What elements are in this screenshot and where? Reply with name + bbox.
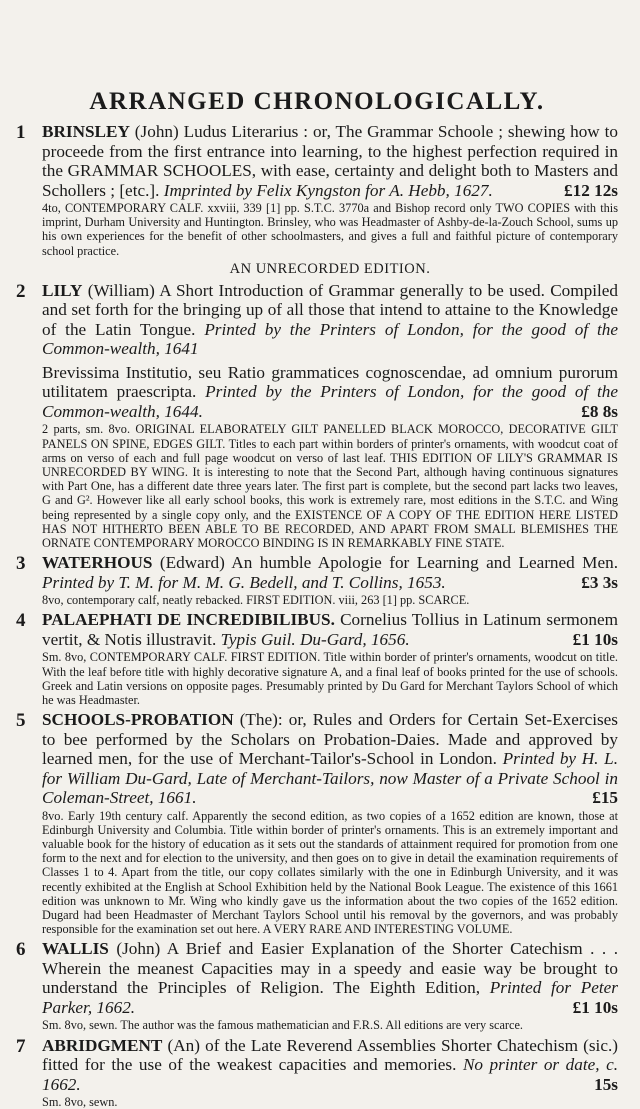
entry-imprint: Printed by T. M. for M. M. G. Bedell, and T. Collins, 1653. [42, 572, 446, 592]
entry-4 [16, 610, 618, 707]
entry-text: (John) A Brief and Easier Explanation of the Shorter Catechism . . . Wherein the meanest Capacities may in a speedy and easie way be brought to understand the Principles of Religion. The Eighth Edition, [42, 939, 618, 998]
entry-number: 6 [16, 939, 26, 961]
entry-price: £12 12s [564, 180, 618, 200]
entry-number: 7 [16, 1035, 26, 1057]
entry-number: 2 [16, 280, 26, 302]
entry-number: 5 [16, 710, 26, 732]
entry-price: £8 8s [581, 401, 618, 421]
entry-text: Cornelius Tollius in Latinum sermonem vertit, & Notis illustravit. [42, 610, 618, 649]
entry-imprint: Imprinted by Felix Kyngston for A. Hebb, 1627. [163, 180, 493, 200]
entry-text: (The): or, Rules and Orders for Certain Set-Exercises to bee performed by the Scholars on Probation-Daies. Made and approved by learned men, for the use of Merchant-Tailor's-School in London. [42, 710, 618, 769]
entry-note: AN UNRECORDED EDITION. [229, 260, 431, 277]
entry-description: 8vo. Early 19th century calf. Apparently the second edition, as two copies of a 1652 edition are known, those at Edinburgh University and Columbia. Title within border of printer's ornaments. This is an extremely important and valuable book for the history of education as it sets out the standards of attainment required for promotion from one form to the next and for election to the university, and then goes on to give in detail the examination requirements of Classes 1 to 4. Apart from the title, our copy collates similarly with the one in Edinburgh University, and it was recently exhibited at the English at School Exhibition held by the National Book League. The existence of this 1661 edition was unknown to Mr. Wing who kindly gave us the information about the two copies of the 1652 edition. Dugard had been Headmaster of Merchant Taylors School until his removal by the governors, and was probably responsible for the examination set out here. A VERY RARE AND INTERESTING VOLUME. [42, 808, 618, 937]
entry-text: (William) A Short Introduction of Grammar generally to be used. Compiled and set forth for the bringing up of all those that intend to attaine to the Knowledge of the Latin Tongue. [42, 280, 618, 339]
entry-description: Sm. 8vo, sewn. [42, 1095, 118, 1109]
entry-text: (An) of the Late Reverend Assemblies Shorter Chatechism (sic.) fitted for the use of the weakest capacities and memories. [42, 1035, 618, 1075]
entry-sub-text: Brevissima Institutio, seu Ratio grammatices cognoscendae, ad omnium purorum utilitatem praescripta. [42, 362, 618, 402]
entry-title: WATERHOUS [42, 553, 153, 573]
entry-title: PALAEPHATI DE INCREDIBILIBUS. [42, 610, 335, 630]
entry-sub-main [42, 363, 618, 422]
entry-number: 3 [16, 553, 26, 575]
entry-price: £15 [592, 788, 618, 808]
entry-sub-imprint: Printed by the Printers of London, for the good of the Common-wealth, 1644. [42, 382, 619, 421]
entry-price: £1 10s [572, 629, 618, 649]
entry-title: WALLIS [42, 939, 109, 959]
entry-main [42, 710, 618, 808]
entry-main [42, 553, 618, 592]
entry-title: LILY [42, 280, 83, 300]
entry-2 [16, 281, 618, 550]
entry-number: 1 [16, 122, 26, 143]
entry-imprint: No printer or date, c. 1662. [42, 1055, 618, 1094]
entry-main [42, 1036, 618, 1095]
entry-7 [16, 1036, 618, 1109]
entry-description: Sm. 8vo, CONTEMPORARY CALF. FIRST EDITION. Title within border of printer's ornaments, woodcut on title. With the leaf before title with highly decorative signature A, and a final leaf of books printed for the use of schools. Greek and Latin versions on opposite pages. Presumably printed by Du Gard for Merchant Taylors School of which he was Headmaster. [42, 650, 618, 707]
entry-1 [16, 122, 618, 278]
entry-main [42, 122, 618, 200]
entry-main [42, 939, 618, 1017]
entry-price: £3 3s [581, 572, 618, 592]
entry-description: Sm. 8vo, sewn. The author was the famous mathematician and F.R.S. All editions are very scarce. [42, 1018, 523, 1033]
entry-6 [16, 939, 618, 1032]
entry-title: BRINSLEY [42, 122, 130, 141]
entry-number: 4 [16, 610, 26, 632]
entry-description: 8vo, contemporary calf, neatly rebacked. FIRST EDITION. viii, 263 [1] pp. SCARCE. [42, 593, 470, 608]
entry-imprint: Printed by the Printers of London, for the good of the Common-wealth, 1641 [42, 319, 618, 359]
entry-main [42, 281, 618, 359]
entry-text: (John) Ludus Literarius : or, The Grammar Schoole ; shewing how to proceede from the first entrance into learning, to the highest perfection required in the GRAMMAR SCHOOLES, with ease, certainty and delight both to Masters and Schollers ; [etc.]. [42, 122, 618, 200]
entry-3 [16, 553, 618, 607]
entry-imprint: Printed by H. L. for William Du-Gard, Late of Merchant-Tailors, now Master of a Private School in Coleman-Street, 1661. [42, 749, 618, 808]
entry-text: (Edward) An humble Apologie for Learning and Learned Men. [152, 553, 618, 573]
entry-main [42, 610, 618, 649]
entry-description: 2 parts, sm. 8vo. ORIGINAL ELABORATELY GILT PANELLED BLACK MOROCCO, DECORATIVE GILT PANELS ON SPINE, EDGES GILT. Titles to each part within borders of printer's ornaments, with woodcut coat of arms on verso of each and full page woodcut on verso of last leaf. THIS EDITION OF LILY'S GRAMMAR IS UNRECORDED BY WING. It is interesting to note that the Second Part, although having continuous signatures with Part One, has a different date three years later. The first part is complete, but the second part lacks two leaves, G and G². However like all early school books, this work is extremely rare, most editions in the S.T.C. and Wing being represented by a single copy only, and the EXISTENCE OF A COPY OF THE EDITION HERE LISTED HAS NOT HITHERTO BEEN ABLE TO BE RECORDED, AND APART FROM SMALL BLEMISHES THE ORNATE CONTEMPORARY MOROCCO BINDING IS IN REMARKABLY FINE STATE. [42, 422, 618, 550]
entry-price: £1 10s [572, 997, 618, 1017]
entry-description: 4to, CONTEMPORARY CALF. xxviii, 339 [1] pp. S.T.C. 3770a and Bishop record only TWO COPIES with this imprint, Durham University and Huntington. Brinsley, who was Headmaster of Ashby-de-la-Zouch School, sums up his own experiences for the benefit of other schoolmasters, and gives a full and faithful picture of contemporary school practice. [42, 201, 618, 258]
entry-imprint: Typis Guil. Du-Gard, 1656. [220, 629, 410, 649]
page-heading: ARRANGED CHRONOLOGICALLY. [89, 88, 545, 115]
entry-title: SCHOOLS-PROBATION [42, 710, 234, 730]
entry-price: 15s [594, 1074, 618, 1094]
entry-title: ABRIDGMENT [42, 1035, 163, 1055]
entry-imprint: Printed for Peter Parker, 1662. [42, 978, 618, 1017]
entry-5 [16, 710, 618, 936]
